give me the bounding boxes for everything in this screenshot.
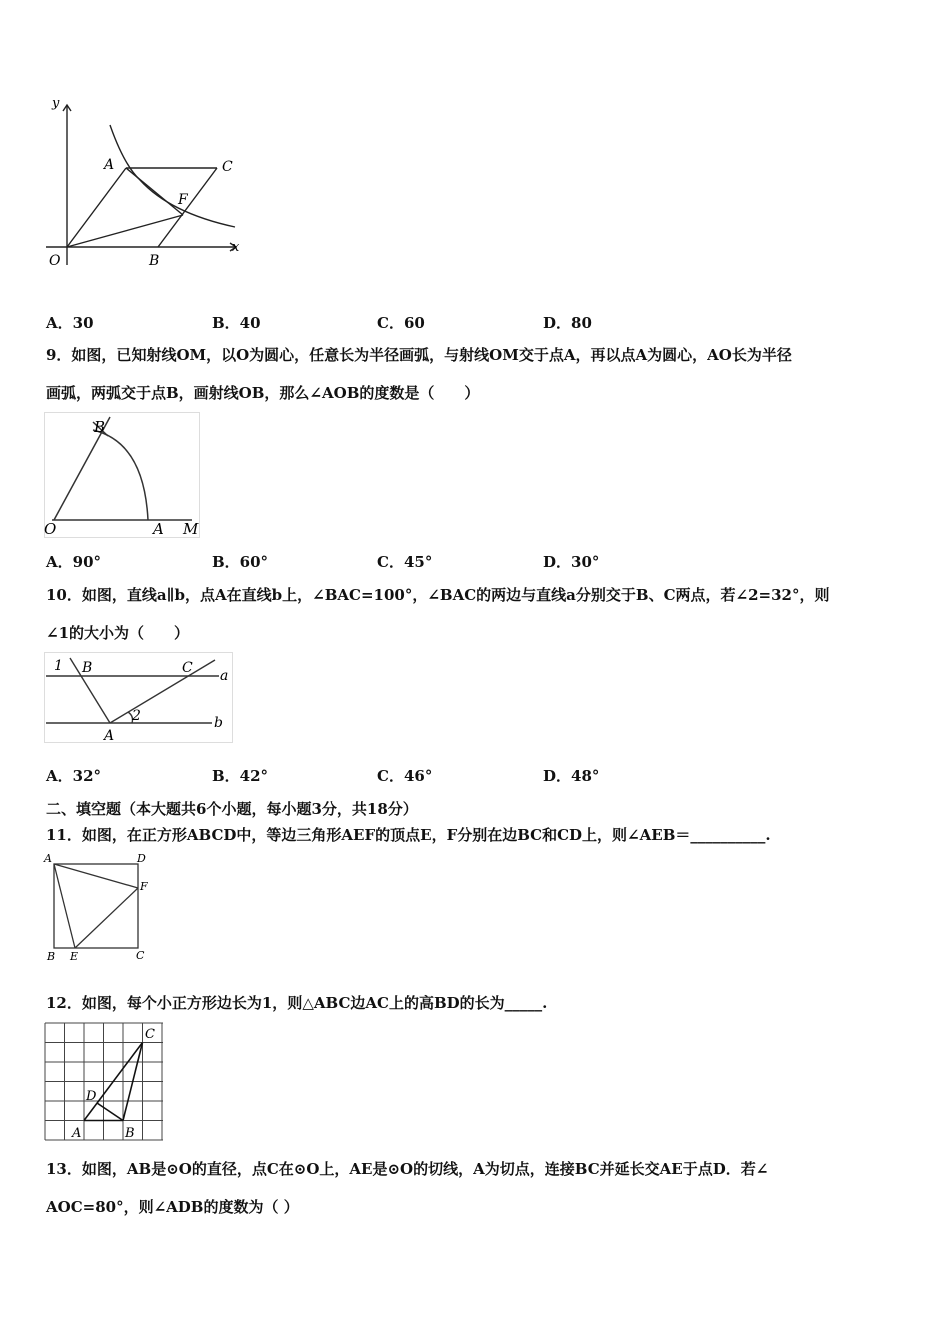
q8-option-c: C．60 — [377, 314, 425, 332]
q8-figure — [40, 95, 245, 275]
q11-label-E: E — [70, 950, 79, 963]
q9-label-A: A — [153, 520, 164, 538]
q12-text: 12．如图，每个小正方形边长为1，则△ABC边AC上的高BD的长为_____. — [46, 994, 548, 1012]
section-heading: 二、填空题（本大题共6个小题，每小题3分，共18分） — [46, 800, 418, 818]
q9-label-O: O — [44, 520, 57, 538]
q10-text-line1: 10．如图，直线a∥b，点A在直线b上，∠BAC=100°，∠BAC的两边与直线a分别交于B、C两点，若∠2=32°，则 — [46, 586, 830, 604]
q10-option-a: A．32° — [46, 767, 102, 785]
q9-text-line1: 9．如图，已知射线OM，以O为圆心，任意长为半径画弧，与射线OM交于点A，再以点A为圆心，AO长为半径 — [46, 346, 792, 364]
q13-text-line2: AOC=80°，则∠ADB的度数为（ ） — [46, 1198, 299, 1216]
q9-option-b: B．60° — [212, 553, 269, 571]
q12-label-D: D — [86, 1089, 97, 1104]
q10-option-b: B．42° — [212, 767, 269, 785]
q13-text-line1: 13．如图，AB是⊙O的直径，点C在⊙O上，AE是⊙O的切线，A为切点，连接BC并延长交AE于点D．若∠ — [46, 1160, 769, 1178]
q9-label-M: M — [183, 520, 199, 538]
q8-label-C: C — [222, 159, 233, 175]
q8-label-F: F — [178, 192, 188, 208]
q11-label-A: A — [44, 852, 52, 865]
q10-figure — [44, 652, 234, 744]
q10-label-1: 1 — [54, 658, 63, 674]
q13-question — [46, 1150, 916, 1226]
q8-option-a: A．30 — [46, 314, 94, 332]
q12-figure — [44, 1022, 166, 1142]
q10-label-2: 2 — [132, 708, 141, 724]
q12-label-B: B — [125, 1126, 135, 1141]
q8-label-x: x — [232, 240, 240, 255]
q11-figure — [42, 852, 154, 964]
q10-label-A: A — [104, 728, 115, 744]
q10-label-b: b — [214, 715, 223, 731]
q9-figure — [44, 412, 204, 540]
q9-option-d: D．30° — [543, 553, 600, 571]
q8-label-A: A — [104, 157, 115, 173]
q8-label-y: y — [52, 96, 60, 111]
q10-option-d: D．48° — [543, 767, 600, 785]
q11-label-F: F — [140, 880, 148, 893]
q8-option-b: B．40 — [212, 314, 261, 332]
q12-label-C: C — [145, 1027, 155, 1042]
q10-label-C: C — [182, 660, 193, 676]
q11-text: 11．如图，在正方形ABCD中，等边三角形AEF的顶点E，F分别在边BC和CD上，则∠AEB＝__________. — [46, 826, 771, 844]
q11-label-D: D — [137, 852, 146, 865]
q10-label-a: a — [220, 668, 229, 684]
q8-option-d: D．80 — [543, 314, 592, 332]
q9-label-B: B — [94, 418, 106, 436]
q11-label-C: C — [136, 949, 145, 962]
q12-label-A: A — [72, 1126, 82, 1141]
q8-label-O: O — [49, 253, 61, 269]
q8-label-B: B — [149, 253, 160, 269]
q9-option-a: A．90° — [46, 553, 102, 571]
q9-question — [46, 336, 916, 412]
q10-question — [46, 576, 916, 652]
q10-label-B: B — [82, 660, 93, 676]
q9-text-line2: 画弧，两弧交于点B，画射线OB，那么∠AOB的度数是（ ） — [46, 384, 480, 402]
q11-label-B: B — [47, 950, 56, 963]
q10-text-line2: ∠1的大小为（ ） — [46, 624, 190, 642]
q9-option-c: C．45° — [377, 553, 433, 571]
q10-option-c: C．46° — [377, 767, 433, 785]
